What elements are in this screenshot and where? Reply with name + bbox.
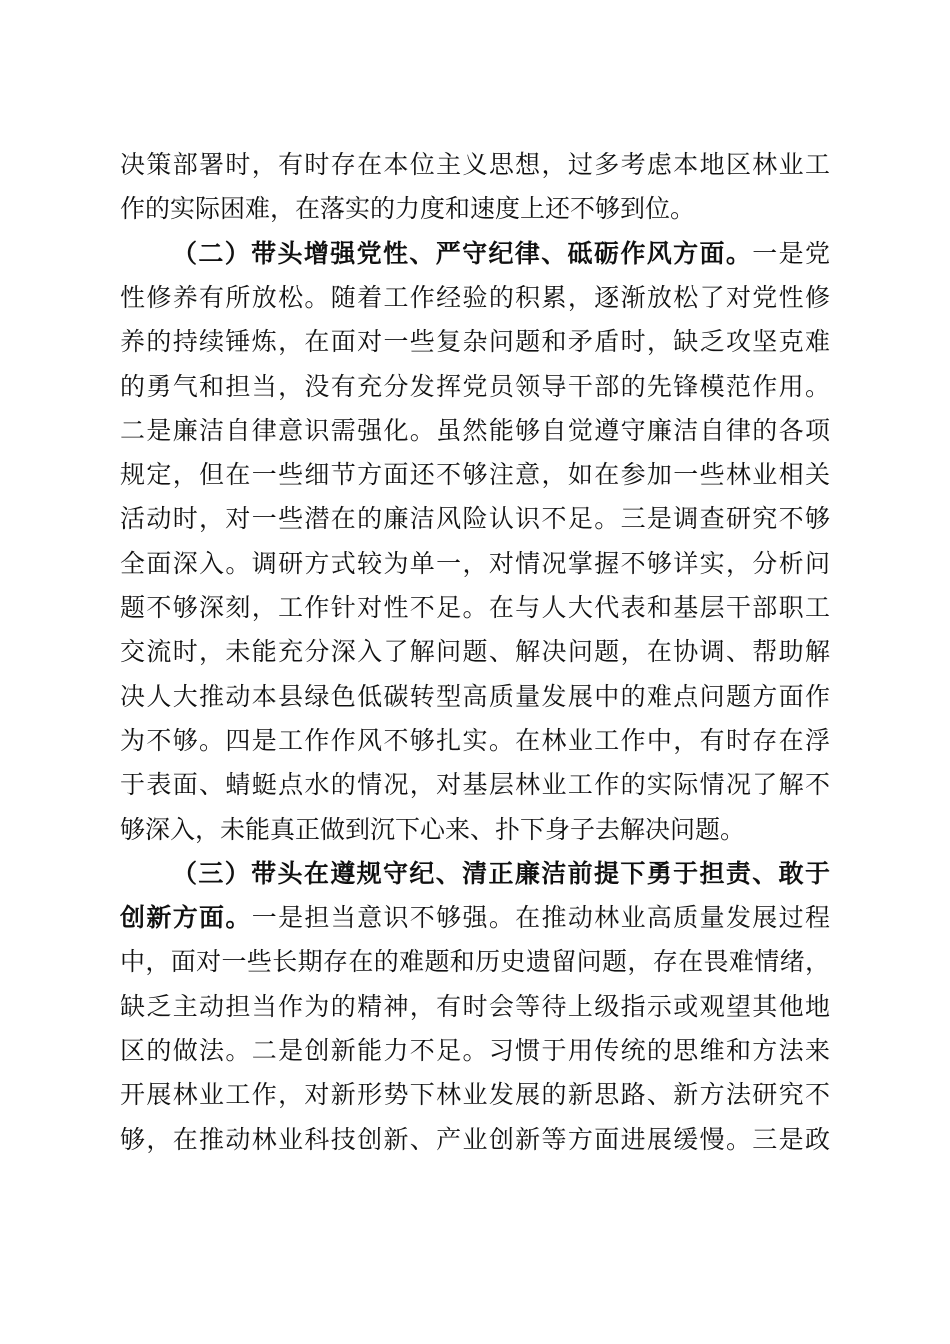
text-line [120, 150, 830, 180]
text-line [120, 770, 830, 800]
text-line [120, 549, 830, 579]
text-line [120, 194, 830, 224]
body-text: 够深入，未能真正做到沉下心来、扑下身子去解决问题。 [120, 814, 746, 844]
text-line [120, 1125, 830, 1155]
text-line [120, 416, 830, 446]
section-heading: （二）带头增强党性、严守纪律、砥砺作风方面。 [172, 238, 753, 268]
body-text: 交流时，未能充分深入了解问题、解决问题，在协调、帮助解 [120, 637, 830, 667]
body-text: 的勇气和担当，没有充分发挥党员领导干部的先锋模范作用。 [120, 371, 830, 401]
body-text: 决策部署时，有时存在本位主义思想，过多考虑本地区林业工 [120, 150, 830, 179]
text-line [120, 815, 830, 845]
body-text: 开展林业工作，对新形势下林业发展的新思路、新方法研究不 [120, 1080, 830, 1110]
text-line [120, 1080, 830, 1110]
text-line [120, 903, 830, 933]
body-text: 题不够深刻，工作针对性不足。在与人大代表和基层干部职工 [120, 593, 830, 622]
text-line [172, 859, 830, 889]
text-line [120, 682, 830, 712]
body-text: 于表面、蜻蜓点水的情况，对基层林业工作的实际情况了解不 [120, 770, 830, 800]
text-line [120, 726, 830, 756]
text-line [120, 992, 830, 1022]
body-text: 性修养有所放松。随着工作经验的积累，逐渐放松了对党性修 [120, 282, 830, 312]
body-text: 一是担当意识不够强。在推动林业高质量发展过程 [251, 903, 830, 933]
body-text: 活动时，对一些潜在的廉洁风险认识不足。三是调查研究不够 [120, 504, 830, 534]
section-heading: （三）带头在遵规守纪、清正廉洁前提下勇于担责、敢于 [172, 858, 830, 888]
text-line [120, 593, 830, 623]
section-heading: 创新方面。 [120, 903, 252, 933]
text-line [120, 947, 830, 977]
text-line [120, 327, 830, 357]
body-text: 二是廉洁自律意识需强化。虽然能够自觉遵守廉洁自律的各项 [120, 415, 830, 445]
text-line [120, 504, 830, 534]
body-text: 区的做法。二是创新能力不足。习惯于用传统的思维和方法来 [120, 1036, 830, 1065]
body-text: 规定，但在一些细节方面还不够注意，如在参加一些林业相关 [120, 460, 830, 490]
text-line [120, 372, 830, 402]
text-line [120, 1036, 830, 1066]
text-line [120, 460, 830, 490]
text-line [120, 637, 830, 667]
text-line [172, 239, 830, 269]
body-text: 作的实际困难，在落实的力度和速度上还不够到位。 [120, 194, 696, 224]
body-text: 为不够。四是工作作风不够扎实。在林业工作中，有时存在浮 [120, 725, 830, 755]
text-line [120, 283, 830, 313]
body-text: 够，在推动林业科技创新、产业创新等方面进展缓慢。三是政 [120, 1124, 830, 1154]
body-text: 决人大推动本县绿色低碳转型高质量发展中的难点问题方面作 [120, 681, 830, 711]
body-text: 缺乏主动担当作为的精神，有时会等待上级指示或观望其他地 [120, 991, 830, 1021]
body-text: 养的持续锤炼，在面对一些复杂问题和矛盾时，缺乏攻坚克难 [120, 327, 830, 357]
body-text: 一是党 [752, 238, 830, 268]
body-text: 全面深入。调研方式较为单一，对情况掌握不够详实，分析问 [120, 548, 830, 578]
body-text: 中，面对一些长期存在的难题和历史遗留问题，存在畏难情绪， [120, 947, 830, 977]
